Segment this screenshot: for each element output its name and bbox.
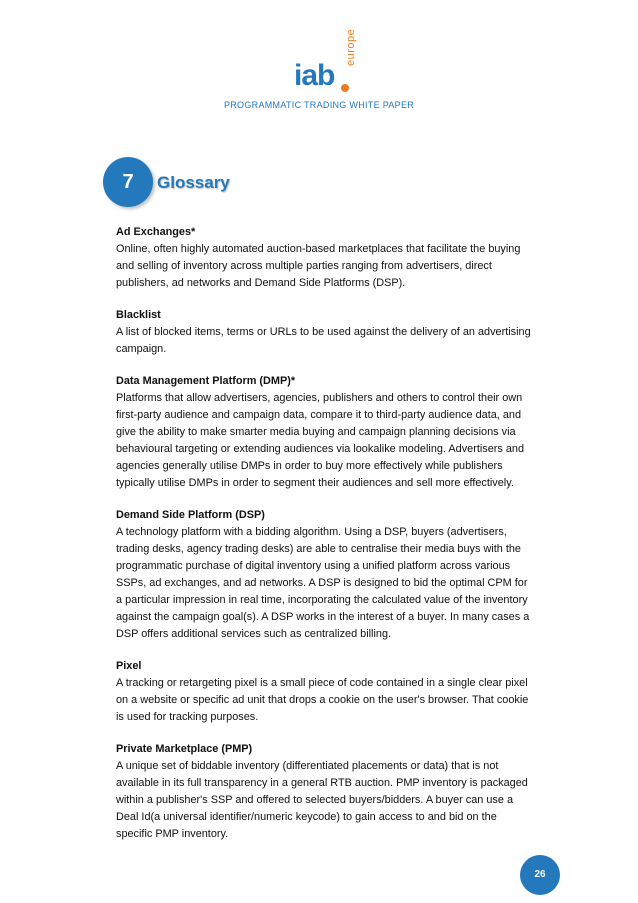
glossary-definition: Platforms that allow advertisers, agencies, publishers and others to control their own first-party audience and campaign data, compare it to third-party audience data, and give the ability to make smarter media buying and campaign planning decisions via behavioural targeting or extending audiences via lookalike modeling. Advertisers and agencies generally utilise DMPs in order to buy more effectively while publishers typically utilise DMPs in order to segment their audiences and sell more effectively. [116, 392, 525, 489]
glossary-entry-blacklist [116, 307, 536, 358]
glossary-term: Data Management Platform (DMP)* [116, 375, 296, 387]
glossary-term: Private Marketplace (PMP) [116, 743, 253, 755]
glossary-list [116, 224, 536, 858]
document-subtitle: PROGRAMMATIC TRADING WHITE PAPER [223, 100, 415, 110]
glossary-definition: Online, often highly automated auction-based marketplaces that facilitate the buying and selling of inventory across multiple parties ranging from advertisers, direct publishers, ad networks and Demand Side Platforms (DSP). [116, 243, 521, 289]
glossary-definition: A tracking or retargeting pixel is a small piece of code contained in a single clear pixel on a website or specific ad unit that drops a cookie on the user's browser. That cookie is used for tracking purposes. [116, 677, 529, 723]
glossary-entry-pmp [116, 741, 536, 843]
chapter-number-badge: 7 [103, 157, 153, 207]
glossary-definition: A list of blocked items, terms or URLs to be used against the delivery of an advertising campaign. [116, 326, 531, 355]
glossary-term: Demand Side Platform (DSP) [116, 509, 265, 521]
chapter-title: Glossary [157, 173, 230, 192]
iab-europe-logo [294, 28, 364, 98]
glossary-term: Blacklist [116, 309, 161, 321]
glossary-definition: A technology platform with a bidding algorithm. Using a DSP, buyers (advertisers, trading desks, agency trading desks) are able to centralise their media buys with the programmatic purchase of digital inventory using a unified platform across various SSPs, ad exchanges, and ad networks. A DSP is designed to bid the optimal CPM for a particular impression in real time, incorporating the calculated value of the inventory against the campaign goal(s). A DSP works in the interest of a buyer. In many cases a DSP offers additional services such as centralized billing. [116, 526, 530, 640]
page-number-badge: 26 [520, 855, 560, 895]
glossary-term: Ad Exchanges* [116, 226, 196, 238]
logo-iab-text: iab [294, 59, 335, 92]
glossary-entry-dmp [116, 373, 536, 492]
logo-dot-icon [341, 84, 349, 92]
logo-europe-text: europe [345, 28, 357, 66]
glossary-term: Pixel [116, 660, 142, 672]
glossary-entry-ad-exchanges [116, 224, 536, 292]
glossary-entry-pixel [116, 658, 536, 726]
glossary-entry-dsp [116, 507, 536, 643]
glossary-definition: A unique set of biddable inventory (differentiated placements or data) that is not available in its full transparency in a general RTB auction. PMP inventory is packaged within a publisher's SSP and offered to selected buyers/bidders. A buyer can use a Deal Id(a universal identifier/numeric keycode) to gain access to and bid on the specific PMP inventory. [116, 760, 528, 840]
